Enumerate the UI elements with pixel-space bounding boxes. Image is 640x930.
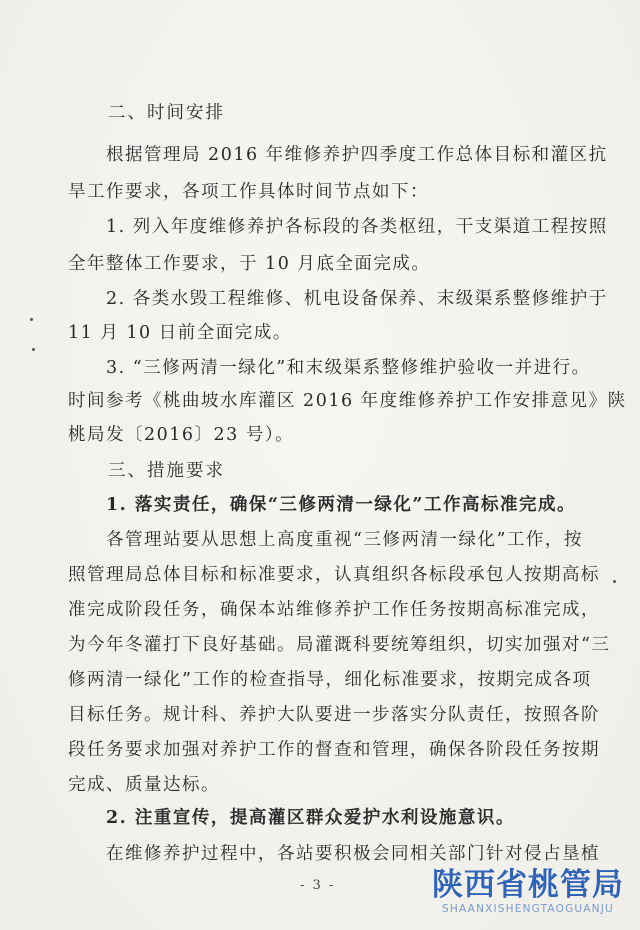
watermark-logo xyxy=(428,868,628,916)
section-heading-measures: 三、措施要求 xyxy=(108,461,225,481)
paragraph-line: 根据管理局 2016 年维修养护四季度工作总体目标和灌区抗 xyxy=(106,145,608,165)
subheading-line: 2. 注重宣传，提高灌区群众爱护水利设施意识。 xyxy=(106,808,515,828)
paragraph-line: 在维修养护过程中，各站要积极会同相关部门针对侵占垦植 xyxy=(106,844,600,864)
paragraph-line: 为今年冬灌打下良好基础。局灌溉科要统筹组织，切实加强对“三 xyxy=(68,635,611,655)
paragraph-line: 照管理局总体目标和标准要求，认真组织各标段承包人按期高标 xyxy=(68,565,600,585)
page-number: - 3 - xyxy=(300,878,336,893)
watermark-subtitle: SHAANXISHENGTAOGUANJU xyxy=(442,903,614,915)
watermark-title: 陕西省桃管局 xyxy=(432,867,624,903)
binding-hole-mark xyxy=(30,318,33,321)
paragraph-line: 准完成阶段任务，确保本站维修养护工作任务按期高标准完成， xyxy=(68,600,600,620)
paragraph-line: 旱工作要求，各项工作具体时间节点如下： xyxy=(68,182,429,202)
list-item-line: 桃局发〔2016〕23 号）。 xyxy=(68,425,295,445)
paragraph-line: 各管理站要从思想上高度重视“三修两清一绿化”工作，按 xyxy=(106,530,583,550)
list-item-line: 3. “三修两清一绿化”和末级渠系整修维护验收一并进行。 xyxy=(106,358,591,378)
paragraph-line: 修两清一绿化”工作的检查指导，细化标准要求，按期完成各项 xyxy=(68,670,592,690)
section-heading-schedule: 二、时间安排 xyxy=(108,103,225,123)
list-item-line: 11 月 10 日前全面完成。 xyxy=(68,323,292,343)
list-item-line: 1. 列入年度维修养护各标段的各类枢纽，干支渠道工程按照 xyxy=(106,217,608,237)
binding-hole-mark xyxy=(32,348,35,351)
binding-hole-mark xyxy=(613,580,616,583)
subheading-line: 1. 落实责任，确保“三修两清一绿化”工作高标准完成。 xyxy=(106,495,576,515)
paragraph-line: 完成、质量达标。 xyxy=(68,775,220,795)
list-item-line: 时间参考《桃曲坡水库灌区 2016 年度维修养护工作安排意见》陕 xyxy=(68,391,627,411)
paragraph-line: 段任务要求加强对养护工作的督查和管理，确保各阶段任务按期 xyxy=(68,740,600,760)
list-item-line: 全年整体工作要求，于 10 月底全面完成。 xyxy=(68,254,431,274)
paragraph-line: 目标任务。规计科、养护大队要进一步落实分队责任，按照各阶 xyxy=(68,705,600,725)
list-item-line: 2. 各类水毁工程维修、机电设备保养、末级渠系整修维护于 xyxy=(106,289,608,309)
